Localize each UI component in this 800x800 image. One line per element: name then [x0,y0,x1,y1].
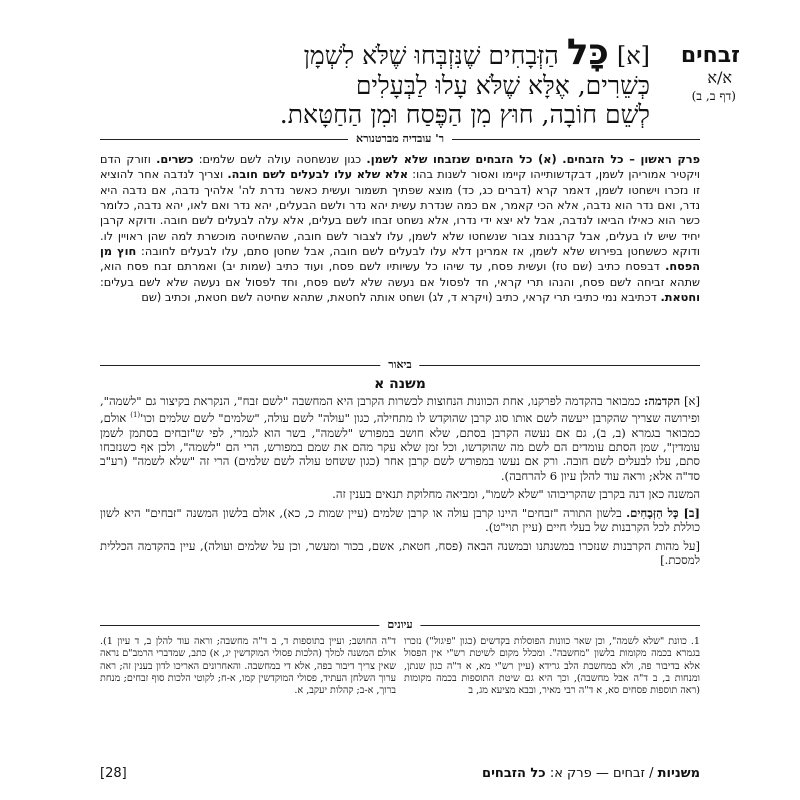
side-header [660,44,740,104]
bartenura-commentary: פרק ראשון – כל הזבחים. (א) כל הזבחים שנזבחו שלא לשמן. כגון שנשחטה עולה לשם שלמים: כשרים. וזורק הדם ויקטיר אמוריהן לשמן, דבקדשותייהו קיימו ואסור לשנות בהו: אלא שלא עלו לבעלים לשם חובה. וצריך לנדבה אחר להוציא זו נזכרו וישחטו לשמן, דאמר קרא (דברים כג, כד) מוצא שפתיך תשמור ועשית כאשר נדרת לה' אלהיך נדבה, אם נדבה היא נדר, ואם נדר הוא נדבה, אלא הכי קאמר, אם כמה שנדרת עשית יהא נדר ולשם הבעלים, יהא נדר ואם לאו, יהא נדבה, כלומר כשר הוא כאילו הביאו לנדבה, אבל לא יצא ידי נדרו, אלא נשחט זבחו לשם בעלים, אלא עלה לבעלים לשם חובה. ודוקא קרבן יחיד שיש לו בעלים, אבל קרבנות צבור שנשחטו שלא לשמן, עלו לצבור לשם חובה, שהשחיטה מוכשרת למה שהן ראויין לו. ודוקא כששחטן בפירוש שלא לשמן, אז אמרינן דלא עלו לבעלים לשם חובה, אבל שחטן סתם, עלו לבעלים לחובה: חוץ מן הפסח. דבפסח כתיב (שם טז) ועשית פסח, עד שיהו כל עשיותיו לשם פסח, ועוד כתיב (שמות יב) ואמרתם זבח פסח הוא, שתהא זביחה לשם פסח, והנהו תרי קראי, חד לפסול אם נעשה שלא לשם פסח, וחד לפסול אם נעשה שלא לשם בעלים: וחטאת. דכתיבא נמי כתיבי תרי קראי, כתיב (ויקרא ד, לג) ושחט אותה לחטאת, שתהא שחיטה לשם חטאת, וכתיב (שם [100,153,701,305]
page-number: [28] [100,766,127,781]
mishna-line-2: כְּשֵׁרִים, אֶלָּא שֶׁלֹּא עָלוּ לַבְּעָלִים [355,71,650,100]
bartenura-header [100,130,700,148]
biur-paragraph: [א] הקדמה: כמבואר בהקדמה לפרקנו, אחת הכוונות הנחוצות לכשרות הקרבן היא המחשבה "לשם זבח", הנקראת בקיצור גם "לשמה", ופירושה שצריך שהקרבן ייעשה לשם אותו סוג קרבן שהוקדש לו מתחילה, כגון "עולה" לשם עולה, "שלמים" לשם שלמים $וכו'^{(1)}$ אולם, כמבואר בגמרא (ב, ב), גם אם נעשה הקרבן בסתם, שלא חושב במפורש "לשמה", בשר הוא לגמרי, לפי ש"זבחים בסתמן לשמן עומדין", שמן הסתם עומדים הם לשם מה שהוקדשו, וכל זמן שלא עקר מהם את שמם במפורש, הרי הם "לשמה", ולכן אף כשנזבחו סתם, עלו לבעלים לשם חובה. ורק אם נעשו במפורש לשם קרבן אחר (כגון ששחט עולה לשם שלמים) הרי זה "שלא לשמה" (רע"ב סד"ה אלא; וראה עוד להלן עיון 6 להרחבה). [100,394,701,483]
biur-paragraph: המשנה כאן דנה בקרבן שהקריבוהו "שלא לשמו", ומביאה מחלוקת תנאים בענין זה. [332,487,700,502]
running-title: משניות / זבחים — פרק א: כל הזבחים [482,766,700,781]
tractate-title: זבחים [680,43,740,68]
mishna-marker: [א] [616,42,650,70]
daf-reference: (דף ב, ב) [691,89,736,103]
footnote-ref: (1) [130,411,141,420]
mishna-reference: א/א [707,68,732,87]
biur-paragraph: [ב] כָּל הַזְּבָחִים. בלשון התורה "זבחים" היינו קרבן עולה או קרבן שלמים (עיין שמות כ, כא), אולם בלשון המשנה "זבחים" היא לשון כוללת לכל הקרבנות של בעלי חיים (עיין תוי"ט). [100,505,701,535]
biur-label: ביאור [380,356,419,374]
biur-header [100,356,700,374]
mishna-subtitle: משנה א [374,376,426,392]
mishna-line-1: [א] כָּל הַזְּבָחִים שֶׁנִּזְבְּחוּ שֶׁלֹּא לִשְׁמָן [303,32,650,73]
biur-paragraph: [על מהות הקרבנות שנזכרו במשנתנו ובמשנה הבאה (פסח, חטאת, אשם, בכור ומעשר, וכן על שלמים ועולה), עיין בהקדמה הכללית למסכת.] [100,538,700,567]
opening-word: כָּל [566,32,609,73]
page-footer [100,766,700,786]
footnotes-columns [100,636,700,748]
footnote-column-right: 1. כוונת "שלא לשמה", וכן שאר כוונות הפוסלות בקדשים (כגון "פיגול") נזכרו בגמרא בכמה מקומות בלשון "מחשבה". ומכלל מקום לשיטת רש"י אין הפסול אלא בדיבור פה, ולא במחשבת הלב גרידא (עיין רש"י מא, א ד"ה כגון שנתן, ומנחות ב, ב ד"ה אבל מחשבה), וכך היא גם שיטת התוספות בכמה מקומות (ראה תוספות פסחים סא, א ד"ה רבי מאיר, ובבא מציעא מג, ב [404,636,700,697]
footnote-column-left: ד"ה החושב; ועיין בתוספות ד, ב ד"ה מחשבה; וראה עוד להלן ב, ד עיון 1). אולם המשנה למלך (הלכות פסולי המוקדשין יג, א) כתב, שמדברי הרמב"ם נראה שאין צריך דיבור בפה, אלא די במחשבה. והאחרונים האריכו לדון בענין זה; ראה ערוך השלחן העתיד, פסולי המוקדשין קמו, א-ח; לקוטי הלכות סוף זבחים; מנחת ברוך, א-ב; קהלות יעקב, א. [100,636,396,697]
footnotes-label: עיונים [379,616,420,634]
footnotes-header [100,616,700,634]
mishna-line-3: לְשֵׁם חוֹבָה, חוּץ מִן הַפֶּסַח וּמִן הַחַטָּאת. [279,100,650,129]
mishna-text [100,32,650,129]
biur-commentary [100,394,700,571]
bartenura-label: ר' עובדיה מברטנורא [348,130,452,148]
